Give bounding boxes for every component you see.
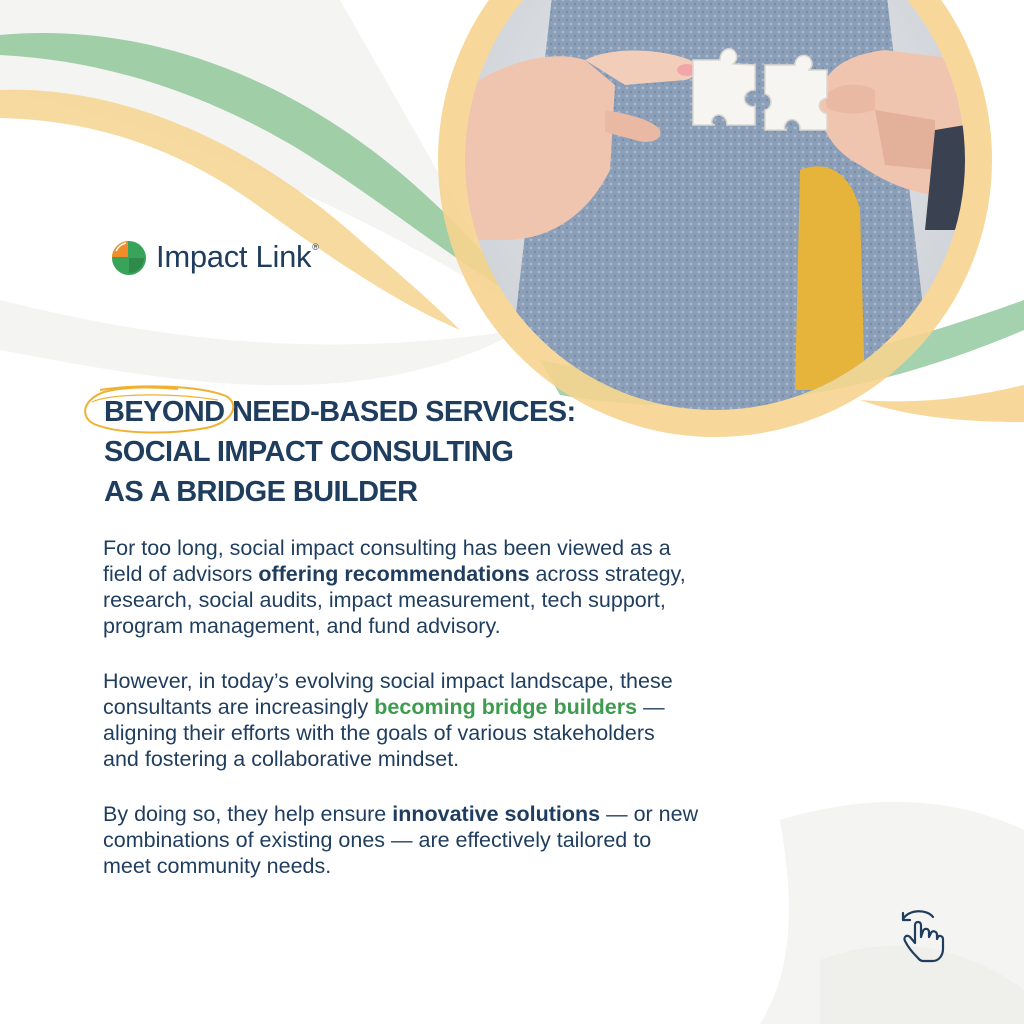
p2-line-3: aligning their efforts with the goals of various stakeholders xyxy=(103,721,655,745)
paragraph-2 xyxy=(103,668,823,772)
headline-highlight-word xyxy=(104,392,224,432)
swipe-hand-icon[interactable] xyxy=(893,905,949,965)
headline-line-1-rest: NEED-BASED SERVICES: xyxy=(224,396,576,428)
headline-line-1 xyxy=(104,392,576,432)
paragraph-1 xyxy=(103,535,823,639)
p3-line-1 xyxy=(103,801,823,827)
headline-line-3: AS A BRIDGE BUILDER xyxy=(104,476,418,508)
p1-line-1: For too long, social impact consulting has been viewed as a xyxy=(103,536,671,560)
p1-line-4: program management, and fund advisory. xyxy=(103,614,501,638)
brand-logo xyxy=(108,233,319,281)
p2-line-2-post: — xyxy=(637,695,665,719)
headline-word-beyond: BEYOND xyxy=(104,396,225,428)
p1-line-3: research, social audits, impact measurement, tech support, xyxy=(103,588,666,612)
p3-line-1-post: — or new xyxy=(600,802,699,826)
impact-link-logo-icon xyxy=(108,237,148,277)
registered-mark: ® xyxy=(312,242,319,252)
p2-line-2 xyxy=(103,694,823,720)
p1-line-2-post: across strategy, xyxy=(529,562,686,586)
emphasis-offering-recommendations: offering recommendations xyxy=(258,562,530,586)
p2-line-4: and fostering a collaborative mindset. xyxy=(103,747,460,771)
body-copy xyxy=(103,535,823,908)
p1-line-2-pre: field of advisors xyxy=(103,562,259,586)
p1-line-2 xyxy=(103,561,823,587)
p2-line-1: However, in today’s evolving social impact landscape, these xyxy=(103,669,673,693)
p2-line-2-pre: consultants are increasingly xyxy=(103,695,375,719)
headline-line-2: SOCIAL IMPACT CONSULTING xyxy=(104,436,514,468)
emphasis-becoming-bridge-builders: becoming bridge builders xyxy=(374,695,638,719)
headline xyxy=(104,392,576,512)
p3-line-3: meet community needs. xyxy=(103,854,332,878)
brand-name: Impact Link xyxy=(156,239,312,274)
p3-line-2: combinations of existing ones — are effectively tailored to xyxy=(103,828,652,852)
paragraph-3 xyxy=(103,801,823,879)
emphasis-innovative-solutions: innovative solutions xyxy=(392,802,601,826)
p3-line-1-pre: By doing so, they help ensure xyxy=(103,802,393,826)
